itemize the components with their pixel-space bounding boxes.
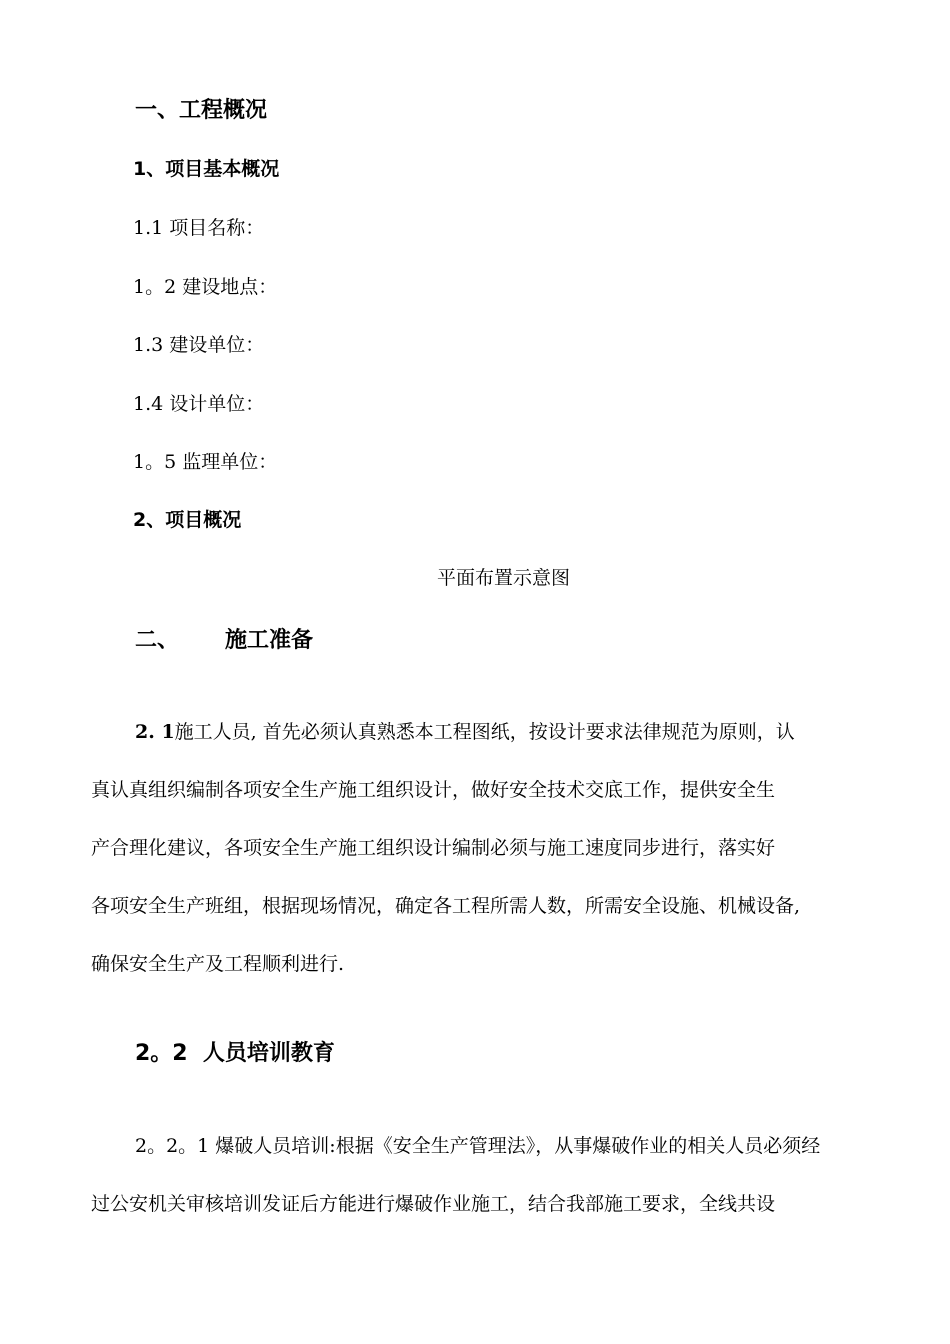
paragraph-line: 过公安机关审核培训发证后方能进行爆破作业施工，结合我部施工要求，全线共设 <box>91 1193 776 1215</box>
section-heading-prefix: 二、 <box>135 628 180 653</box>
paragraph-line: 产合理化建议，各项安全生产施工组织设计编制必须与施工速度同步进行，落实好 <box>91 837 776 859</box>
subheading-project-overview: 2、项目概况 <box>133 509 242 531</box>
item-supervision-unit: 1。5 监理单位： <box>133 451 278 473</box>
section-heading-preparation <box>135 630 313 652</box>
subheading-basic-overview: 1、项目基本概况 <box>133 158 280 180</box>
item-design-unit: 1.4 设计单位： <box>133 393 265 415</box>
item-project-name: 1.1 项目名称： <box>133 217 265 239</box>
item-construction-unit: 1.3 建设单位： <box>133 334 265 356</box>
paragraph-line: 真认真组织编制各项安全生产施工组织设计，做好安全技术交底工作，提供安全生 <box>91 779 776 801</box>
paragraph-2-2-1 <box>91 1117 896 1233</box>
section-heading-text: 施工准备 <box>225 628 314 653</box>
subheading-training: 2。2 人员培训教育 <box>135 1041 335 1066</box>
paragraph-line: 确保安全生产及工程顺利进行. <box>91 953 345 975</box>
section-heading-overview: 一、工程概况 <box>135 98 268 123</box>
figure-caption: 平面布置示意图 <box>437 567 571 589</box>
paragraph-line: 2。2。1 爆破人员培训:根据《安全生产管理法》，从事爆破作业的相关人员必须经 <box>135 1135 821 1157</box>
paragraph-line: 各项安全生产班组，根据现场情况，确定各工程所需人数，所需安全设施、机械设备, <box>91 895 801 917</box>
paragraph-line: 2. 1施工人员, 首先必须认真熟悉本工程图纸，按设计要求法律规范为原则，认 <box>135 721 795 743</box>
paragraph-2-1 <box>91 703 896 993</box>
paragraph-number: 2. 1 <box>135 721 175 743</box>
item-construction-site: 1。2 建设地点： <box>133 276 278 298</box>
